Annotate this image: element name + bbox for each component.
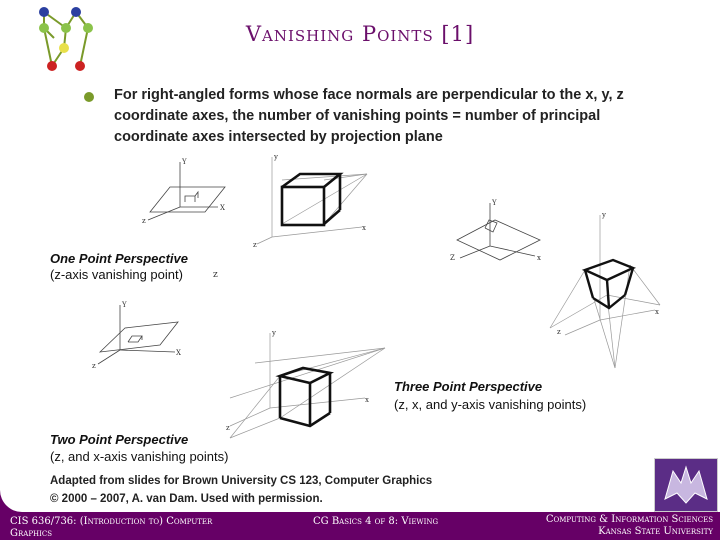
axis-label-y6: y — [272, 329, 276, 337]
axis-label-x2: x — [362, 224, 366, 232]
axis-label-y3: Y — [492, 199, 497, 207]
bullet-text: For right-angled forms whose face normals are perpendicular to the x, y, z coordinate axes, the number of vanishing points = number of principal coordinate axes intersected by projection plane — [114, 87, 624, 145]
axis-label-y2: y — [274, 153, 278, 161]
axis-label-x5: X — [176, 349, 181, 357]
axis-label-z2: z — [253, 241, 257, 249]
credit-line-2: © 2000 – 2007, A. van Dam. Used with permission. — [50, 493, 323, 505]
university-wildcat-logo — [654, 458, 718, 512]
one-point-caption: (z-axis vanishing point) — [50, 267, 183, 282]
credit-line-1: Adapted from slides for Brown University CS 123, Computer Graphics — [50, 475, 433, 487]
slide-title: Vanishing Points [1] — [245, 22, 475, 46]
two-point-sketch — [90, 300, 185, 375]
three-point-title: Three Point Perspective — [394, 379, 543, 394]
axis-label-z4: z — [557, 328, 561, 336]
three-point-cube — [545, 210, 665, 375]
one-point-title: One Point Perspective — [50, 251, 188, 266]
footer-topic: CG Basics 4 of 8: Viewing — [313, 516, 439, 527]
one-point-cube — [252, 152, 377, 247]
footer-course: CIS 636/736: (Introduction to) Computer Graphics — [10, 516, 213, 539]
one-point-sketch — [140, 152, 240, 227]
axis-label-y5: Y — [122, 301, 127, 309]
axis-label-x1: X — [220, 204, 225, 212]
footer-university: Kansas State University — [598, 526, 713, 537]
axis-label-z1: z — [142, 217, 146, 225]
axis-label-y1: Y — [182, 158, 187, 166]
bullet-icon — [84, 92, 94, 102]
axis-label-x3: x — [537, 254, 541, 262]
two-point-title: Two Point Perspective — [50, 432, 189, 447]
two-point-cube — [225, 328, 390, 443]
axis-label-z3: Z — [450, 254, 455, 262]
three-point-sketch — [445, 198, 555, 268]
axis-label-x4: x — [655, 308, 659, 316]
three-point-caption: (z, x, and y-axis vanishing points) — [394, 397, 587, 412]
two-point-caption: (z, and x-axis vanishing points) — [50, 449, 229, 464]
footer-dept: Computing & Information Sciences — [545, 514, 713, 525]
axis-label-y4: y — [602, 211, 606, 219]
axis-label-z6: z — [226, 424, 230, 432]
z-axis-label-loose: z — [213, 270, 218, 280]
axis-label-x6: x — [365, 396, 369, 404]
axis-label-z5: z — [92, 362, 96, 370]
